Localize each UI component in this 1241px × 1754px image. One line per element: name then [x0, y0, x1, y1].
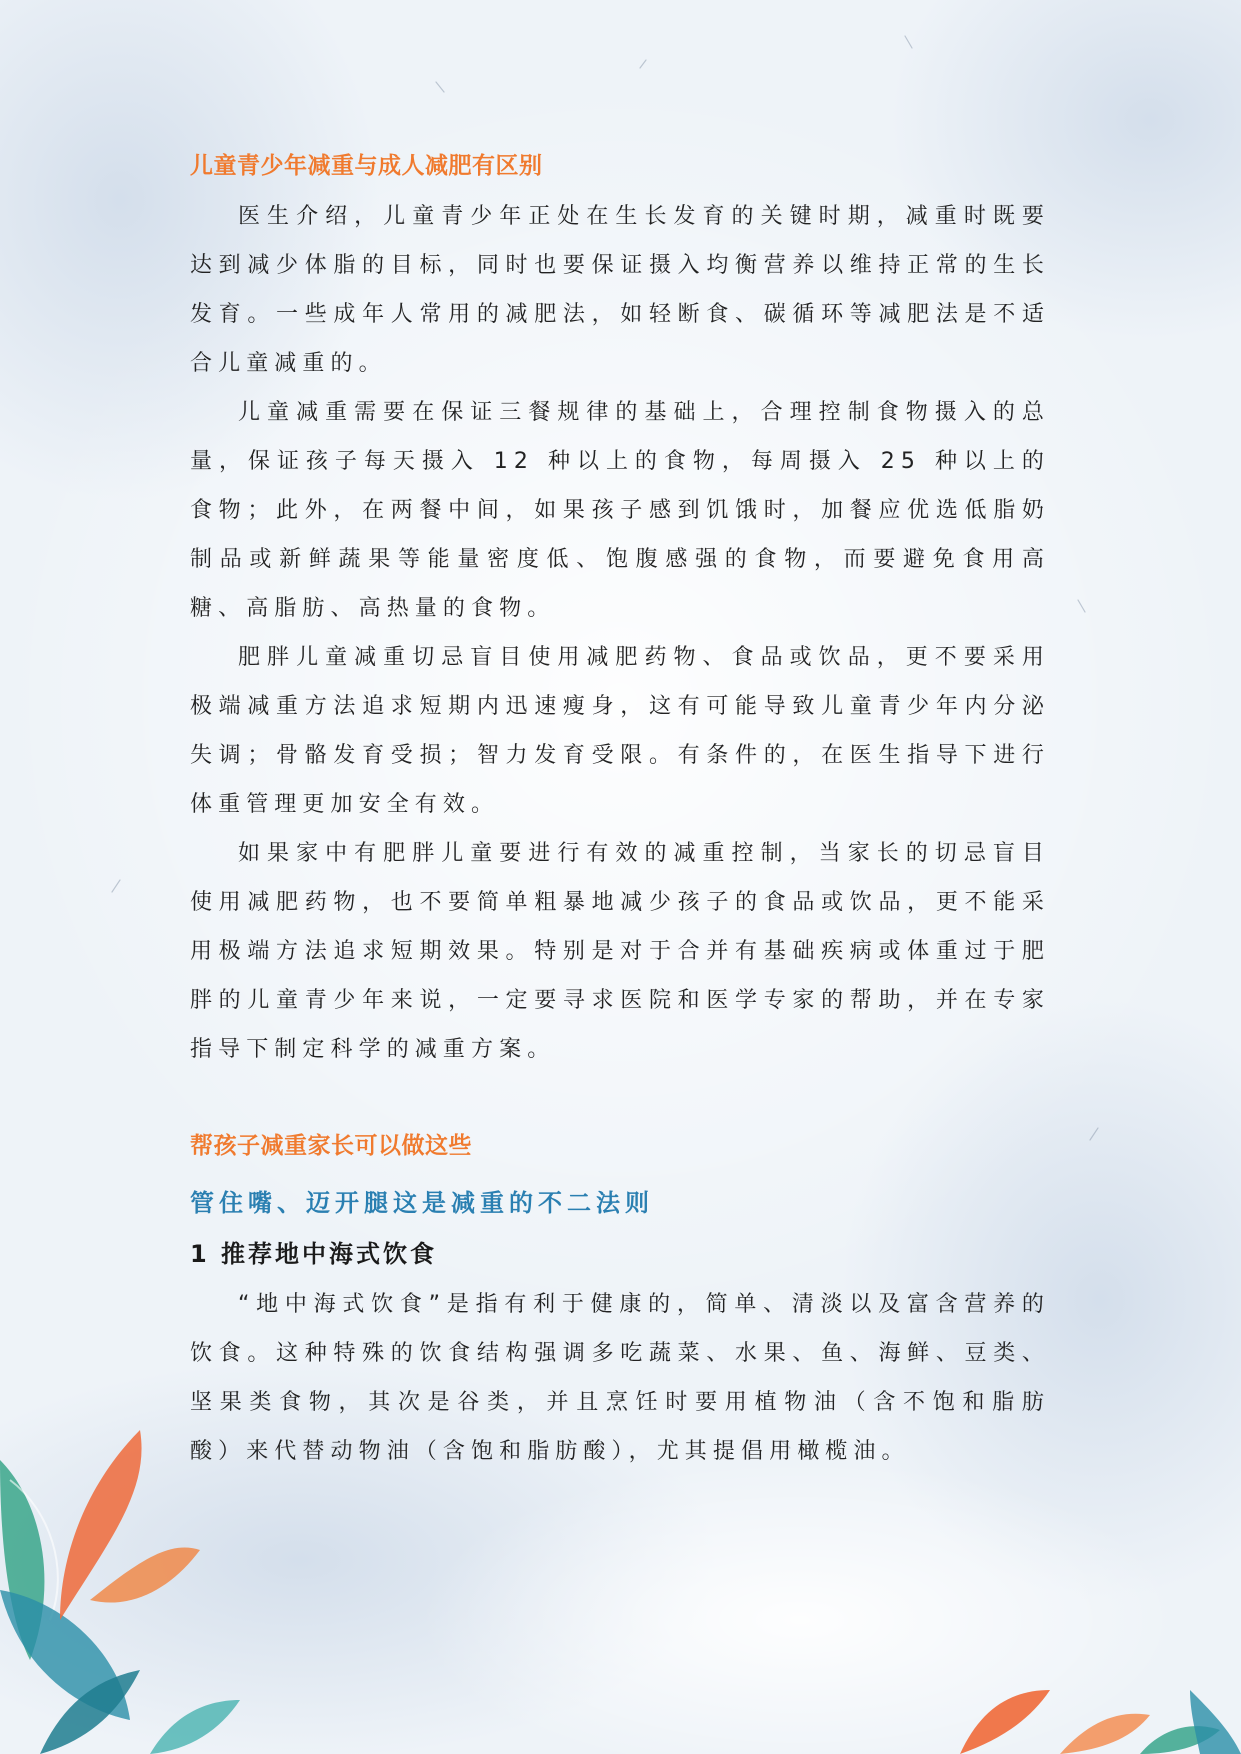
section2-item-title: 1 推荐地中海式饮食 — [190, 1239, 438, 1268]
section2-paragraph-1: “地中海式饮食”是指有利于健康的，简单、清淡以及富含营养的饮食。这种特殊的饮食结构强调多吃蔬菜、水果、鱼、海鲜、豆类、坚果类食物，其次是谷类，并且烹饪时要用植物油（含不饱和脂肪酸）来代替动物油（含饱和脂肪酸），尤其提倡用橄榄油。 — [190, 1292, 1050, 1465]
section1-heading: 儿童青少年减重与成人减肥有区别 — [190, 153, 543, 179]
section1-paragraph-2: 儿童减重需要在保证三餐规律的基础上，合理控制食物摄入的总量，保证孩子每天摄入 12 种以上的食物，每周摄入 25 种以上的食物；此外，在两餐中间，如果孩子感到饥饿时，加餐应优选低脂奶制品或新鲜蔬果等能量密度低、饱腹感强的食物，而要避免食用高糖、高脂肪、高热量的食物。 — [190, 399, 1050, 621]
article-content — [190, 152, 1050, 1476]
section-spacer — [190, 1074, 1050, 1132]
section2-heading: 帮孩子减重家长可以做这些 — [190, 1132, 472, 1159]
section1-paragraph-4: 如果家中有肥胖儿童要进行有效的减重控制，当家长的切忌盲目使用减肥药物，也不要简单粗暴地减少孩子的食品或饮品，更不能采用极端方法追求短期效果。特别是对于合并有基础疾病或体重过于肥胖的儿童青少年来说，一定要寻求医院和医学专家的帮助，并在专家指导下制定科学的减重方案。 — [190, 840, 1050, 1062]
watercolor-flower-decoration — [940, 1620, 1241, 1754]
section1-paragraph-1: 医生介绍，儿童青少年正处在生长发育的关键时期，减重时既要达到减少体脂的目标，同时也要保证摄入均衡营养以维持正常的生长发育。一些成年人常用的减肥法，如轻断食、碳循环等减肥法是不适合儿童减重的。 — [190, 203, 1050, 376]
section2-subheading: 管住嘴、迈开腿这是减重的不二法则 — [190, 1188, 654, 1217]
section1-paragraph-3: 肥胖儿童减重切忌盲目使用减肥药物、食品或饮品，更不要采用极端减重方法追求短期内迅速瘦身，这有可能导致儿童青少年内分泌失调；骨骼发育受损；智力发育受限。有条件的，在医生指导下进行体重管理更加安全有效。 — [190, 644, 1050, 817]
